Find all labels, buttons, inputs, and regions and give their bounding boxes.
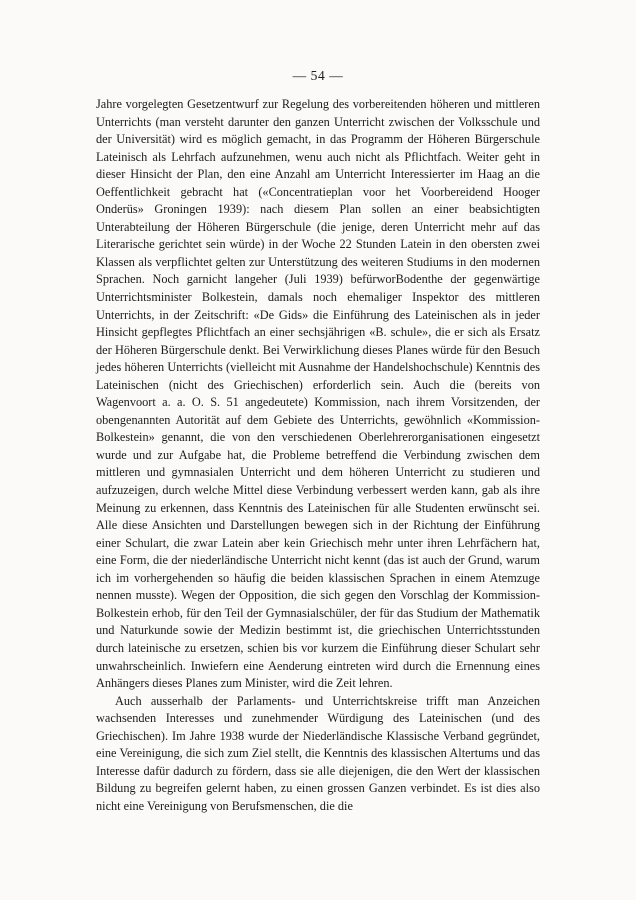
paragraph-1: Jahre vorgelegten Gesetzentwurf zur Regelung des vorbereitenden höheren und mittleren Unterrichts (man versteht darunter den ganzen Unterricht zwischen der Volksschule und der Universität) wird es möglich gemacht, in das Programm der Höheren Bürgerschule Lateinisch als Lehrfach aufzunehmen, wenu auch nicht als Pflichtfach. Weiter geht in dieser Hinsicht der Plan, den eine Anzahl am Unterricht Interessierter im Haag an die Oeffentlichkeit gebracht hat («Concentratieplan voor het Voorbereidend Hooger Onderüs» Groningen 1939): nach diesem Plan sollen an einer beabsichtigten Unterabteilung der Höheren Bürgerschule (die jenige, deren Unterricht mehr auf das Literarische gerichtet sein würde) in der Woche 22 Stunden Latein in den obersten zwei Klassen als verpflichtet gelten zur Unterstützung des weiteren Studiums in den modernen Sprachen. Noch garnicht langeher (Juli 1939) befürworBodenthe der gegenwärtige Unterrichtsminister Bolkestein, damals noch ehemaliger Inspektor des mittleren Unterrichts, in der Zeitschrift: «De Gids» die Einführung des Lateinischen als in jeder Hinsicht gepflegtes Pflichtfach an einer sechsjährigen «B. schule», die er sich als Ersatz der Höheren Bürgerschule denkt. Bei Verwirklichung dieses Planes würde für den Besuch jedes höheren Unterrichts (vielleicht mit Ausnahme der Handelshochschule) Kenntnis des Lateinischen (nicht des Griechischen) erforderlich sein. Auch die (bereits von Wagenvoort a. a. O. S. 51 angedeutete) Kommission, nach ihrem Vorsitzenden, der obengenannten Autorität auf dem Gebiete des Unterrichts, gewöhnlich «Kommission-Bolkestein» genannt, die von den verschiedenen Oberlehrerorganisationen eingesetzt wurde und zur Aufgabe hat, die Probleme betreffend die Verbindung zwischen dem mittleren und gymnasialen Unterricht und dem höheren Unterricht zu studieren und aufzuzeigen, durch welche Mittel diese Verbindung verbessert werden kann, gab als ihre Meinung zu erkennen, dass Kenntnis des Lateinischen für alle Studenten erwünscht sei. Alle diese Ansichten und Darstellungen bewegen sich in der Richtung der Einführung einer Schulart, die zwar Latein aber kein Griechisch mehr unter ihren Lehrfächern hat, eine Form, die der niederländische Unterricht nicht kennt (das ist auch der Grund, warum ich im vorhergehenden so häufig die beiden klassischen Sprachen in einem Atemzuge nennen musste). Wegen der Opposition, die sich gegen den Vorschlag der Kommission-Bolkestein erhob, für den Teil der Gymnasialschüler, der für das Studium der Mathematik und Naturkunde sowie der Medizin bestimmt ist, die griechischen Unterrichtsstunden durch lateinische zu ersetzen, schien bis vor kurzem die Einführung dieser Schulart sehr unwahrscheinlich. Inwiefern eine Aenderung eintreten wird durch die Ernennung eines Anhängers dieses Planes zum Minister, wird die Zeit lehren. <box>96 97 540 691</box>
paragraph-2: Auch ausserhalb der Parlaments- und Unterrichtskreise trifft man Anzeichen wachsenden Interesses und zunehmender Würdigung des Lateinischen (und des Griechischen). Im Jahre 1938 wurde der Niederländische Klassische Verband gegründet, eine Vereinigung, die sich zum Ziel stellt, die Kenntnis des klassischen Altertums und das Interesse dafür dadurch zu fördern, dass sie alle diejenigen, die den Wert der klassischen Bildung zu begreifen gelernt haben, zu einen grossen Ganzen verbindet. Es ist dies also nicht eine Vereinigung von Berufsmenschen, die die <box>96 693 540 813</box>
body-text <box>96 96 540 815</box>
page-number: — 54 — <box>292 68 344 83</box>
